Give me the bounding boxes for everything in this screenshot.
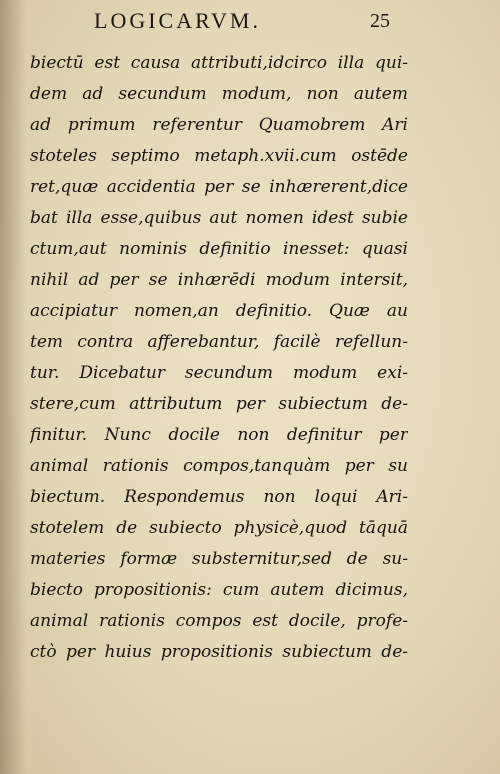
text-line: bat illa esse,quibus aut nomen idest subie [30,208,408,228]
text-line: dem ad secundum modum, non autem [30,84,408,104]
text-line: materies formæ substernitur,sed de su- [30,549,408,569]
text-line: ad primum referentur Quamobrem Ari [30,115,408,135]
text-line: accipiatur nomen,an definitio. Quæ au [30,301,408,321]
text-line: nihil ad per se inhærēdi modum intersit, [30,270,408,290]
text-line: animal rationis compos,tanquàm per su [30,456,408,476]
page-number: 25 [370,10,390,32]
running-head: LOGICARVM. [94,8,261,33]
text-line: animal rationis compos est docile, profe- [30,611,408,631]
text-line: stere,cum attributum per subiectum de- [30,394,408,414]
text-line: stotelem de subiecto physicè,quod tāquā [30,518,408,538]
text-line: biectū est causa attributi,idcirco illa qui- [30,53,408,73]
text-line: ret,quæ accidentia per se inhærerent,dice [30,177,408,197]
text-line: tem contra afferebantur, facilè refellun- [30,332,408,352]
text-line: biectum. Respondemus non loqui Ari- [30,487,408,507]
text-line: ctum,aut nominis definitio inesset: quasi [30,239,408,259]
text-line: finitur. Nunc docile non definitur per [30,425,408,445]
text-line: biecto propositionis: cum autem dicimus, [30,580,408,600]
text-line: tur. Dicebatur secundum modum exi- [30,363,408,383]
text-line: stoteles septimo metaph.xvii.cum ostēde [30,146,408,166]
gutter-shadow [0,0,26,774]
text-line: ctò per huius propositionis subiectum de- [30,642,408,662]
text-block [30,48,408,668]
page-header [0,6,500,36]
